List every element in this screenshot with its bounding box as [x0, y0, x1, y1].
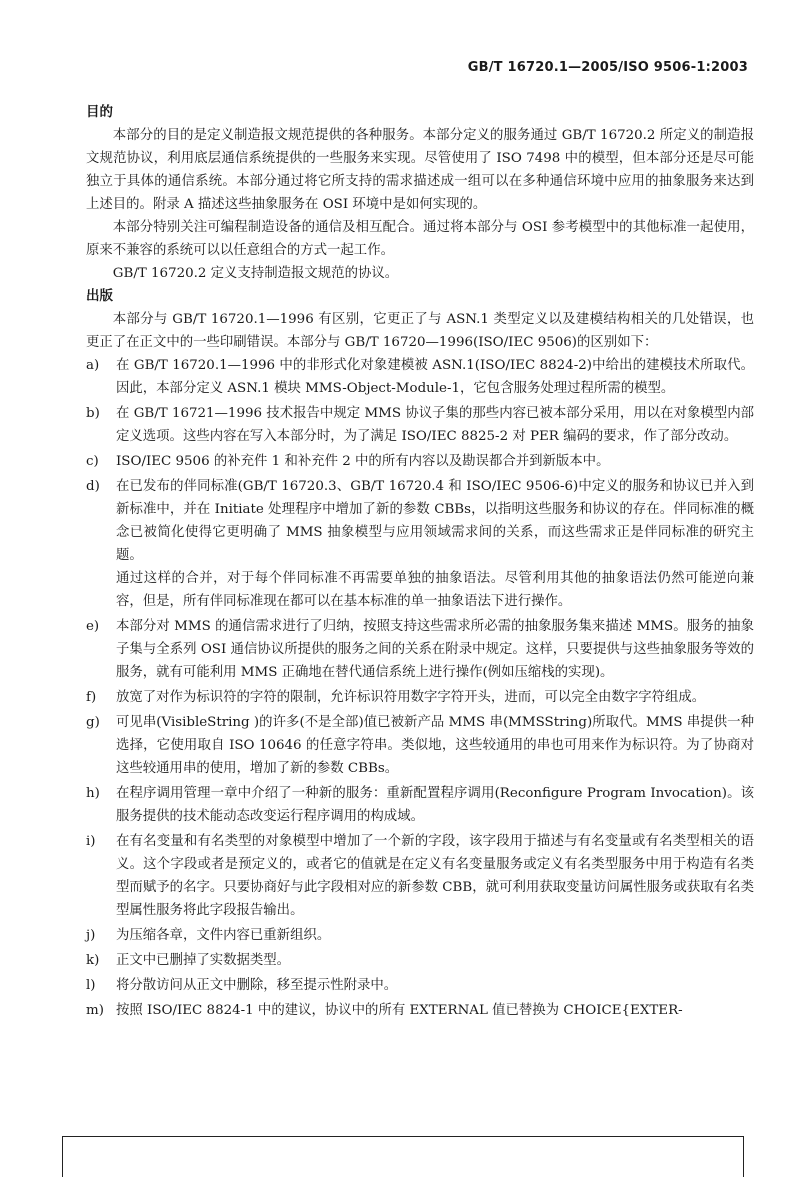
section-heading-purpose: 目的 [86, 104, 113, 120]
list-item-text: 将分散访问从正文中删除，移至提示性附录中。 [116, 978, 398, 993]
list-item-text: 在程序调用管理一章中介绍了一种新的服务：重新配置程序调用(Reconfigure Program Invocation)。该服务提供的技术能动态改变运行程序调用的构成域。 [116, 786, 754, 824]
list-item [86, 782, 754, 828]
section-heading-edition: 出版 [86, 288, 113, 304]
differences-list [86, 354, 754, 1022]
standard-number: GB/T 16720.1—2005/ISO 9506-1:2003 [467, 60, 748, 75]
list-item [86, 686, 754, 709]
purpose-paragraph: 本部分的目的是定义制造报文规范提供的各种服务。本部分定义的服务通过 GB/T 16720.2 所定义的制造报文规范协议，利用底层通信系统提供的一些服务来实现。尽管使用了 ISO 7498 中的模型，但本部分还是尽可能独立于具体的通信系统。本部分通过将它所支持的需求描述成一组可以在多种通信环境中应用的抽象服务来达到上述目的。附录 A 描述这些抽象服务在 OSI 环境中是如何实现的。 [86, 128, 754, 212]
list-item-text: 本部分对 MMS 的通信需求进行了归纳，按照支持这些需求所必需的抽象服务集来描述 MMS。服务的抽象子集与全系列 OSI 通信协议所提供的服务之间的关系在附录中规定。这样，只要提供与这些抽象服务等效的服务，就有可能利用 MMS 正确地在替代通信系统上进行操作(例如压缩栈的实现)。 [116, 619, 754, 680]
list-item [86, 974, 754, 997]
edition-intro-paragraph: 本部分与 GB/T 16720.1—1996 有区别，它更正了与 ASN.1 类型定义以及建模结构相关的几处错误，也更正了在正文中的一些印刷错误。本部分与 GB/T 16720—1996(ISO/IEC 9506)的区别如下： [86, 312, 754, 350]
list-item-text: ISO/IEC 9506 的补充件 1 和补充件 2 中的所有内容以及勘误都合并到新版本中。 [116, 454, 610, 469]
list-marker: g) [86, 715, 100, 730]
list-marker: j) [86, 928, 96, 943]
list-marker: c) [86, 454, 99, 469]
list-item-text: 在 GB/T 16721—1996 技术报告中规定 MMS 协议子集的那些内容已被本部分采用，用以在对象模型内部定义选项。这些内容在写入本部分时，为了满足 ISO/IEC 8825-2 对 PER 编码的要求，作了部分改动。 [116, 406, 754, 444]
list-item [86, 924, 754, 947]
list-item [86, 830, 754, 922]
list-item-text: 在有名变量和有名类型的对象模型中增加了一个新的字段，该字段用于描述与有名变量或有名类型相关的语义。这个字段或者是预定义的，或者它的值就是在定义有名变量服务或定义有名类型服务中用于构造有名类型而赋予的名字。只要协商好与此字段相对应的新参数 CBB，就可利用获取变量访问属性服务或获取有名类型属性服务将此字段报告输出。 [116, 834, 754, 918]
purpose-paragraph: GB/T 16720.2 定义支持制造报文规范的协议。 [112, 266, 399, 281]
list-item [86, 475, 754, 613]
list-item-text: 放宽了对作为标识符的字符的限制，允许标识符用数字字符开头，进而，可以完全由数字字符组成。 [116, 690, 706, 705]
purpose-paragraph: 本部分特别关注可编程制造设备的通信及相互配合。通过将本部分与 OSI 参考模型中的其他标准一起使用，原来不兼容的系统可以以任意组合的方式一起工作。 [86, 220, 754, 258]
list-marker: e) [86, 619, 100, 634]
list-item-continuation: 通过这样的合并，对于每个伴同标准不再需要单独的抽象语法。尽管利用其他的抽象语法仍然可能逆向兼容，但是，所有伴同标准现在都可以在基本标准的单一抽象语法下进行操作。 [116, 571, 754, 609]
list-marker: h) [86, 786, 100, 801]
list-item [86, 999, 754, 1022]
list-item [86, 402, 754, 448]
list-item [86, 615, 754, 684]
list-item [86, 711, 754, 780]
list-marker: f) [86, 690, 97, 705]
list-marker: i) [86, 834, 96, 849]
list-marker: d) [86, 479, 100, 494]
list-item [86, 450, 754, 473]
list-item [86, 354, 754, 400]
list-item [86, 949, 754, 972]
list-marker: b) [86, 406, 100, 421]
page-footer-frame [62, 1136, 744, 1177]
list-item-text: 正文中已删掉了实数据类型。 [116, 953, 291, 968]
list-item-text: 为压缩各章，文件内容已重新组织。 [116, 928, 331, 943]
list-item-text: 在 GB/T 16720.1—1996 中的非形式化对象建模被 ASN.1(ISO/IEC 8824-2)中给出的建模技术所取代。因此，本部分定义 ASN.1 模块 MMS-Object-Module-1，它包含服务处理过程所需的模型。 [116, 358, 754, 396]
list-marker: m) [86, 1003, 104, 1018]
list-marker: a) [86, 358, 100, 373]
document-body [86, 101, 754, 1024]
list-item-text: 可见串(VisibleString )的许多(不是全部)值已被新产品 MMS 串(MMSString)所取代。MMS 串提供一种选择，它使用取自 ISO 10646 的任意字符串。类似地，这些较通用的串也可用来作为标识符。为了协商对这些较通用串的使用，增加了新的参数 CBBs。 [116, 715, 754, 776]
list-item-text: 在已发布的伴同标准(GB/T 16720.3、GB/T 16720.4 和 ISO/IEC 9506-6)中定义的服务和协议已并入到新标准中，并在 Initiate 处理程序中增加了新的参数 CBBs，以指明这些服务和协议的存在。伴同标准的概念已被简化使得它更明确了 MMS 抽象模型与应用领域需求间的关系，而这些需求正是伴同标准的研究主题。 [116, 479, 754, 563]
list-marker: k) [86, 953, 100, 968]
list-item-text: 按照 ISO/IEC 8824-1 中的建议，协议中的所有 EXTERNAL 值已替换为 CHOICE{EXTER- [116, 1003, 683, 1018]
list-marker: l) [86, 978, 96, 993]
